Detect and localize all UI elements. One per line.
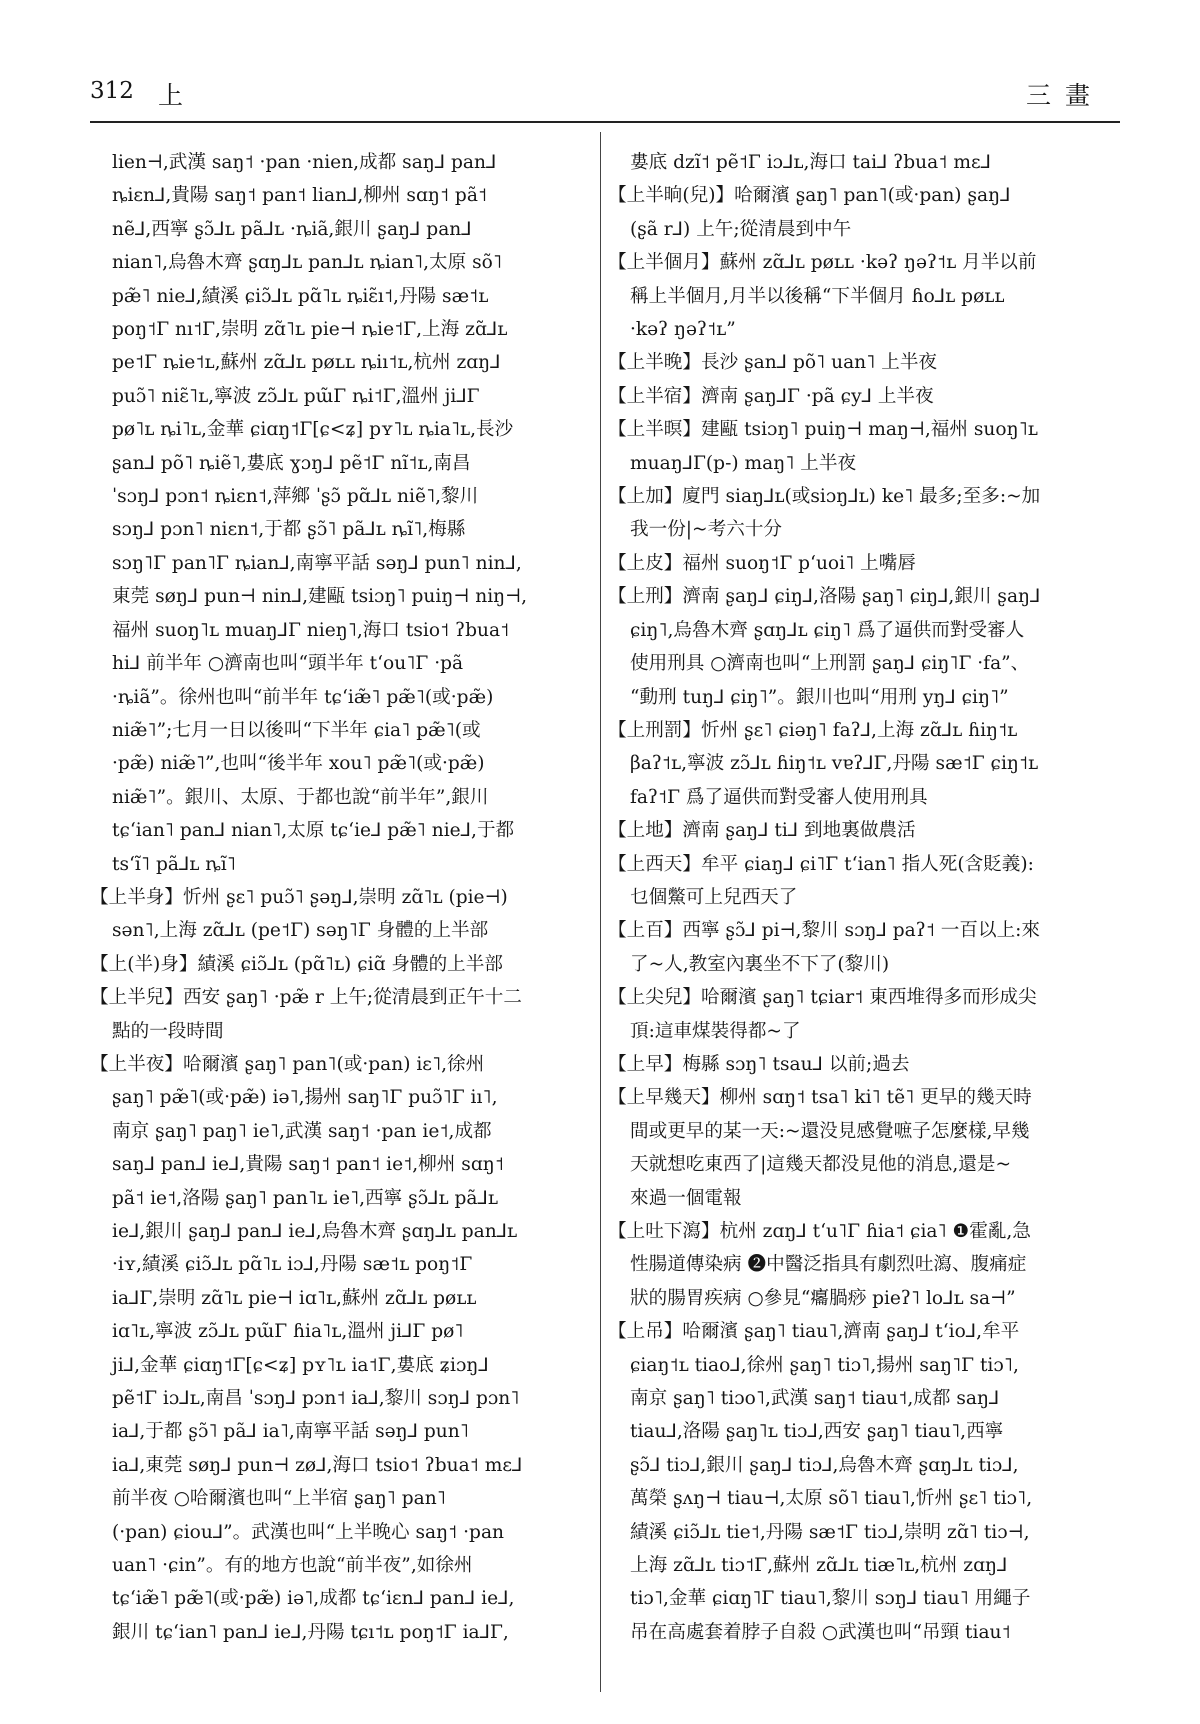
entry-text-line: uan˥ ·ɕin”。有的地方也說“前半夜”,如徐州 <box>112 1555 473 1577</box>
entry-text-line: 萬榮 ʂʌŋ⊣ tiau⊣,太原 sõ˥ tiau˥,忻州 ʂɛ˥ tiɔ˥, <box>630 1488 1033 1510</box>
page-number: 312 <box>90 78 134 104</box>
entry-headword-line: 【上(半)身】績溪 ɕiɔ̃⅃ʟ (pɑ̃˥ʟ) ɕiɑ̃ 身體的上半部 <box>90 953 503 975</box>
entry-text-line: tiau⅃,洛陽 ʂaŋ˥ʟ tiɔ⅃,西安 ʂaŋ˥ tiau˥,西寧 <box>630 1421 1004 1443</box>
entry-headword-line: 【上刑罰】忻州 ʂɛ˥ ɕiəŋ˥ faʔ⅃,上海 zɑ̃⅃ʟ ɦiŋ˦ʟ <box>608 719 1018 741</box>
entry-headword-line: 【上地】濟南 ʂaŋ⅃ ti⅃ 到地裏做農活 <box>608 820 916 842</box>
entry-headword-line: 【上半晌(兒)】哈爾濱 ʂaŋ˥ pan˥(或·pan) ʂaŋ⅃ <box>608 185 1011 207</box>
entry-text-line: 稱上半個月,月半以後稱“下半個月 ɦo⅃ʟ pøʟʟ <box>630 285 1005 307</box>
entry-headword-line: 【上早幾天】柳州 sɑŋ˦ tsa˥ ki˥ tẽ˥ 更早的幾天時 <box>608 1087 1032 1109</box>
entry-text-line: tiɔ˥,金華 ɕiɑŋ˥Γ tiau˥,黎川 sɔŋ⅃ tiau˥ 用繩子 <box>630 1588 1031 1610</box>
entry-text-line: ɕiŋ˥,烏魯木齊 ʂɑŋ⅃ʟ ɕiŋ˥ 爲了逼供而對受審人 <box>630 619 1025 641</box>
entry-text-line: tɕʻiæ̃˥ pæ̃˥(或·pæ̃) iə˥,成都 tɕʻiɛn⅃ pan⅃ ie⅃, <box>112 1588 515 1610</box>
entry-headword-line: 【上半晚】長沙 ʂan⅃ põ˥ uan˥ 上半夜 <box>608 352 938 374</box>
entry-text-line: puɔ̃˥ niɛ̃˥ʟ,寧波 zɔ̃⅃ʟ pɯ̃Γ ȵi˦Γ,溫州 ji⅃Γ <box>112 385 480 407</box>
entry-text-line: hi⅃ 前半年 ○濟南也叫“頭半年 tʻou˥Γ ·pã <box>112 653 464 675</box>
entry-text-line: sən˥,上海 zɑ̃⅃ʟ (pe˦Γ) səŋ˥Γ 身體的上半部 <box>112 920 489 942</box>
entry-headword-line: 【上西天】牟平 ɕiaŋ⅃ ɕi˥Γ tʻian˥ 指人死(含貶義): <box>608 853 1034 875</box>
entry-text-line: nẽ⅃,西寧 ʂɔ̃⅃ʟ pã⅃ʟ ·ȵiã,銀川 ʂaŋ⅃ pan⅃ <box>112 218 472 240</box>
page-header <box>90 78 1118 114</box>
entry-text-line: sɔŋ⅃ pɔn˥ niɛn˦,于都 ʂɔ̃˥ pã⅃ʟ ȵĩ˥,梅縣 <box>112 519 466 541</box>
entry-text-line: 點的一段時間 <box>112 1020 224 1042</box>
entry-text-line: 我一份|~考六十分 <box>630 519 783 541</box>
entry-text-line: nian˥,烏魯木齊 ʂɑŋ⅃ʟ pan⅃ʟ ȵian˥,太原 sõ˥ <box>112 252 503 274</box>
entry-text-line: ji⅃,金華 ɕiɑŋ˦Γ[ɕ<ʑ] pʏ˥ʟ ia˦Γ,婁底 ʑiɔŋ⅃ <box>112 1354 489 1376</box>
entry-text-line: 福州 suoŋ˥ʟ muaŋ⅃Γ nieŋ˥,海口 tsio˦ ʔbua˦ <box>112 619 510 641</box>
entry-text-line: sɔŋ˥Γ pan˥Γ ȵian⅃,南寧平話 səŋ⅃ pun˥ nin⅃, <box>112 552 522 574</box>
entry-text-line: ·kəʔ ŋəʔ˦ʟ” <box>630 319 736 341</box>
entry-text-line: ʂaŋ˥ pæ̃˥(或·pæ̃) iə˥,揚州 saŋ˥Γ puɔ̃˥Γ iı˥, <box>112 1087 498 1109</box>
entry-text-line: ʂɔ̃⅃ tiɔ⅃,銀川 ʂaŋ⅃ tiɔ⅃,烏魯木齊 ʂɑŋ⅃ʟ tiɔ⅃, <box>630 1454 1019 1476</box>
entry-text-line: 前半夜 ○哈爾濱也叫“上半宿 ʂaŋ˥ pan˥ <box>112 1488 446 1510</box>
entry-text-line: 銀川 tɕʻian˥ pan⅃ ie⅃,丹陽 tɕı˦ʟ poŋ˦Γ ia⅃Γ, <box>112 1621 509 1643</box>
entry-text-line: ɕiaŋ˦ʟ tiao⅃,徐州 ʂaŋ˥ tiɔ˥,揚州 saŋ˥Γ tiɔ˥, <box>630 1354 1019 1376</box>
entry-headword-line: 【上半身】忻州 ʂɛ˥ puɔ̃˥ ʂəŋ⅃,崇明 zɑ̃˥ʟ (pie⊣) <box>90 886 508 908</box>
entry-text-line: 績溪 ɕiɔ̃⅃ʟ tie˦,丹陽 sæ˦Γ tiɔ⅃,崇明 zɑ̃˥ tiɔ⊣, <box>630 1521 1030 1543</box>
entry-text-line: 使用刑具 ○濟南也叫“上刑罰 ʂaŋ⅃ ɕiŋ˥Γ ·fa”、 <box>630 653 1030 675</box>
entry-headword-line: 【上加】廈門 siaŋ⅃ʟ(或siɔŋ⅃ʟ) ke˥ 最多;至多:~加 <box>608 486 1041 508</box>
entry-text-line: muaŋ⅃Γ(p-) maŋ˥ 上半夜 <box>630 452 857 474</box>
entry-text-line: ia⅃Γ,崇明 zɑ̃˥ʟ pie⊣ iɑ˥ʟ,蘇州 zɑ̃⅃ʟ pøʟʟ <box>112 1287 477 1309</box>
entry-text-line: 天就想吃東西了|這幾天都没見他的消息,還是~ <box>630 1154 1012 1176</box>
entry-text-line: pø˥ʟ ȵi˥ʟ,金華 ɕiɑŋ˦Γ[ɕ<ʑ] pʏ˥ʟ ȵia˥ʟ,長沙 <box>112 419 514 441</box>
entry-text-line: βaʔ˦ʟ,寧波 zɔ̃⅃ʟ ɦiŋ˦ʟ vɐʔ⅃Γ,丹陽 sæ˦Γ ɕiŋ˦ʟ <box>630 753 1039 775</box>
entry-headword-line: 【上吊】哈爾濱 ʂaŋ˥ tiau˥,濟南 ʂaŋ⅃ tʻio⅃,牟平 <box>608 1321 1020 1343</box>
entry-headword-line: 【上皮】福州 suoŋ˦Γ pʻuoi˥ 上嘴唇 <box>608 552 916 574</box>
entry-text-line: pæ̃˥ nie⅃,績溪 ɕiɔ̃⅃ʟ pɑ̃˥ʟ ȵiɛ̃ı˦,丹陽 sæ˦ʟ <box>112 285 489 307</box>
entry-text-line: 性腸道傳染病 ❷中醫泛指具有劇烈吐瀉、腹痛症 <box>630 1254 1027 1276</box>
entry-text-line: tsʻĩ˥ pã⅃ʟ ȵĩ˥ <box>112 853 236 875</box>
entry-text-line: poŋ˦Γ nı˦Γ,崇明 zɑ̃˥ʟ pie⊣ ȵie˦Γ,上海 zɑ̃⅃ʟ <box>112 319 508 341</box>
entry-headword-line: 【上半個月】蘇州 zɑ̃⅃ʟ pøʟʟ ·kəʔ ŋəʔ˦ʟ 月半以前 <box>608 252 1037 274</box>
entry-text-line: ·ȵiã”。徐州也叫“前半年 tɕʻiæ̃˥ pæ̃˥(或·pæ̃) <box>112 686 494 708</box>
entry-text-line: 東莞 søŋ⅃ pun⊣ nin⅃,建甌 tsiɔŋ˥ puiŋ⊣ niŋ⊣, <box>112 586 528 608</box>
entry-text-line: ˈsɔŋ⅃ pɔn˦ ȵiɛn˦,萍鄉 ˈʂɔ̃ pɑ̃⅃ʟ niẽ˥,黎川 <box>112 486 479 508</box>
entry-text-line: 南京 ʂaŋ˥ tiɔo˥,武漢 saŋ˦ tiau˦,成都 saŋ⅃ <box>630 1388 1000 1410</box>
entry-text-line: (ʂã r⅃) 上午;從清晨到中午 <box>630 218 852 240</box>
entry-text-line: saŋ⅃ pan⅃ ie⅃,貴陽 saŋ˦ pan˦ ie˦,柳州 sɑŋ˦ <box>112 1154 504 1176</box>
right-column <box>608 146 1118 1649</box>
entry-text-line: 了~人,教室內裏坐不下了(黎川) <box>630 953 890 975</box>
entry-headword-line: 【上半暝】建甌 tsiɔŋ˥ puiŋ⊣ maŋ⊣,福州 suoŋ˥ʟ <box>608 419 1038 441</box>
entry-text-line: iɑ˥ʟ,寧波 zɔ̃⅃ʟ pɯ̃Γ ɦia˥ʟ,溫州 ji⅃Γ pø˥ <box>112 1321 464 1343</box>
entry-headword-line: 【上百】西寧 ʂɔ̃⅃ pi⊣,黎川 sɔŋ⅃ paʔ˦ 一百以上:來 <box>608 920 1041 942</box>
entry-text-line: ʂan⅃ põ˥ ȵiẽ˥,婁底 ɣɔŋ⅃ pẽ˦Γ nĩ˦ʟ,南昌 <box>112 452 471 474</box>
entry-text-line: 乜個鱉可上兒西天了 <box>630 886 798 908</box>
entry-text-line: niæ̃˥”。銀川、太原、于都也說“前半年”,銀川 <box>112 786 489 808</box>
entry-text-line: pẽ˦Γ iɔ⅃ʟ,南昌 ˈsɔŋ⅃ pɔn˦ ia⅃,黎川 sɔŋ⅃ pɔn˥ <box>112 1388 520 1410</box>
page-head-character: 上 <box>158 81 184 110</box>
entry-text-line: 頂:這車煤裝得都~了 <box>630 1020 801 1042</box>
entry-text-line: ia⅃,于都 ʂɔ̃˥ pã⅃ ia˥,南寧平話 səŋ⅃ pun˥ <box>112 1421 469 1443</box>
entry-text-line: pe˦Γ ȵie˦ʟ,蘇州 zɑ̃⅃ʟ pøʟʟ ȵiı˦ʟ,杭州 zɑŋ⅃ <box>112 352 501 374</box>
entry-headword-line: 【上刑】濟南 ʂaŋ⅃ ɕiŋ⅃,洛陽 ʂaŋ˥ ɕiŋ⅃,銀川 ʂaŋ⅃ <box>608 586 1041 608</box>
entry-text-line: tɕʻian˥ pan⅃ nian˥,太原 tɕʻie⅃ pæ̃˥ nie⅃,于都 <box>112 820 515 842</box>
entry-text-line: ȵiɛn⅃,貴陽 saŋ˦ pan˦ lian⅃,柳州 sɑŋ˦ pã˦ <box>112 185 488 207</box>
entry-headword-line: 【上半宿】濟南 ʂaŋ⅃Γ ·pã ɕy⅃ 上半夜 <box>608 385 934 407</box>
entry-text-line: faʔ˦Γ 爲了逼供而對受審人使用刑具 <box>630 786 928 808</box>
entry-text-line: 上海 zɑ̃⅃ʟ tiɔ˦Γ,蘇州 zɑ̃⅃ʟ tiæ˥ʟ,杭州 zɑŋ⅃ <box>630 1555 1008 1577</box>
entry-text-line: (·pan) ɕiou⅃”。武漢也叫“上半晚心 saŋ˦ ·pan <box>112 1521 505 1543</box>
section-title: 三畫 <box>1025 81 1104 110</box>
entry-text-line: ·pæ̃) niæ̃˥”,也叫“後半年 xou˥ pæ̃˥(或·pæ̃) <box>112 753 485 775</box>
entry-text-line: ia⅃,東莞 søŋ⅃ pun⊣ zø⅃,海口 tsio˦ ʔbua˦ mɛ⅃ <box>112 1454 523 1476</box>
entry-headword-line: 【上吐下瀉】杭州 zɑŋ⅃ tʻu˥Γ ɦia˦ ɕia˥ ❶霍亂,急 <box>608 1221 1031 1242</box>
left-column <box>90 146 595 1649</box>
header-rule <box>90 121 1120 123</box>
entry-text-line: lien⊣,武漢 saŋ˦ ·pan ·nien,成都 saŋ⅃ pan⅃ <box>112 152 497 173</box>
entry-text-line: 來過一個電報 <box>630 1187 742 1209</box>
entry-text-line: 婁底 dzĩ˦ pẽ˦Γ iɔ⅃ʟ,海口 tai⅃ ʔbua˦ mɛ⅃ <box>630 152 991 173</box>
entry-text-line: ·iʏ,績溪 ɕiɔ̃⅃ʟ pɑ̃˥ʟ iɔ⅃,丹陽 sæ˦ʟ poŋ˦Γ <box>112 1254 473 1276</box>
entry-headword-line: 【上尖兒】哈爾濱 ʂaŋ˥ tɕiar˦ 東西堆得多而形成尖 <box>608 987 1037 1009</box>
entry-text-line: 吊在高處套着脖子自殺 ○武漢也叫“吊頸 tiau˦ <box>630 1621 1011 1643</box>
entry-text-line: ie⅃,銀川 ʂaŋ⅃ pan⅃ ie⅃,烏魯木齊 ʂɑŋ⅃ʟ pan⅃ʟ <box>112 1221 518 1242</box>
entry-headword-line: 【上半兒】西安 ʂaŋ˥ ·pæ̃ r 上午;從清晨到正午十二 <box>90 987 522 1009</box>
entry-headword-line: 【上半夜】哈爾濱 ʂaŋ˥ pan˥(或·pan) iɛ˥,徐州 <box>90 1053 485 1075</box>
entry-text-line: niæ̃˥”;七月一日以後叫“下半年 ɕia˥ pæ̃˥(或 <box>112 719 481 741</box>
entry-text-line: pã˦ ie˦,洛陽 ʂaŋ˥ pan˥ʟ ie˥,西寧 ʂɔ̃⅃ʟ pã⅃ʟ <box>112 1187 498 1209</box>
entry-text-line: 間或更早的某一天:~還没見感覺嗻子怎麼樣,早幾 <box>630 1120 1030 1142</box>
entry-headword-line: 【上早】梅縣 sɔŋ˥ tsau⅃ 以前;過去 <box>608 1053 910 1075</box>
column-divider <box>600 132 601 1692</box>
entry-text-line: “動刑 tuŋ⅃ ɕiŋ˥”。銀川也叫“用刑 yŋ⅃ ɕiŋ˥” <box>630 686 1009 708</box>
entry-text-line: 狀的腸胃疾病 ○參見“癟腡痧 pieʔ˥ lo⅃ʟ sa⊣” <box>630 1287 1016 1309</box>
entry-text-line: 南京 ʂaŋ˥ paŋ˥ ie˥,武漢 saŋ˦ ·pan ie˦,成都 <box>112 1120 492 1142</box>
